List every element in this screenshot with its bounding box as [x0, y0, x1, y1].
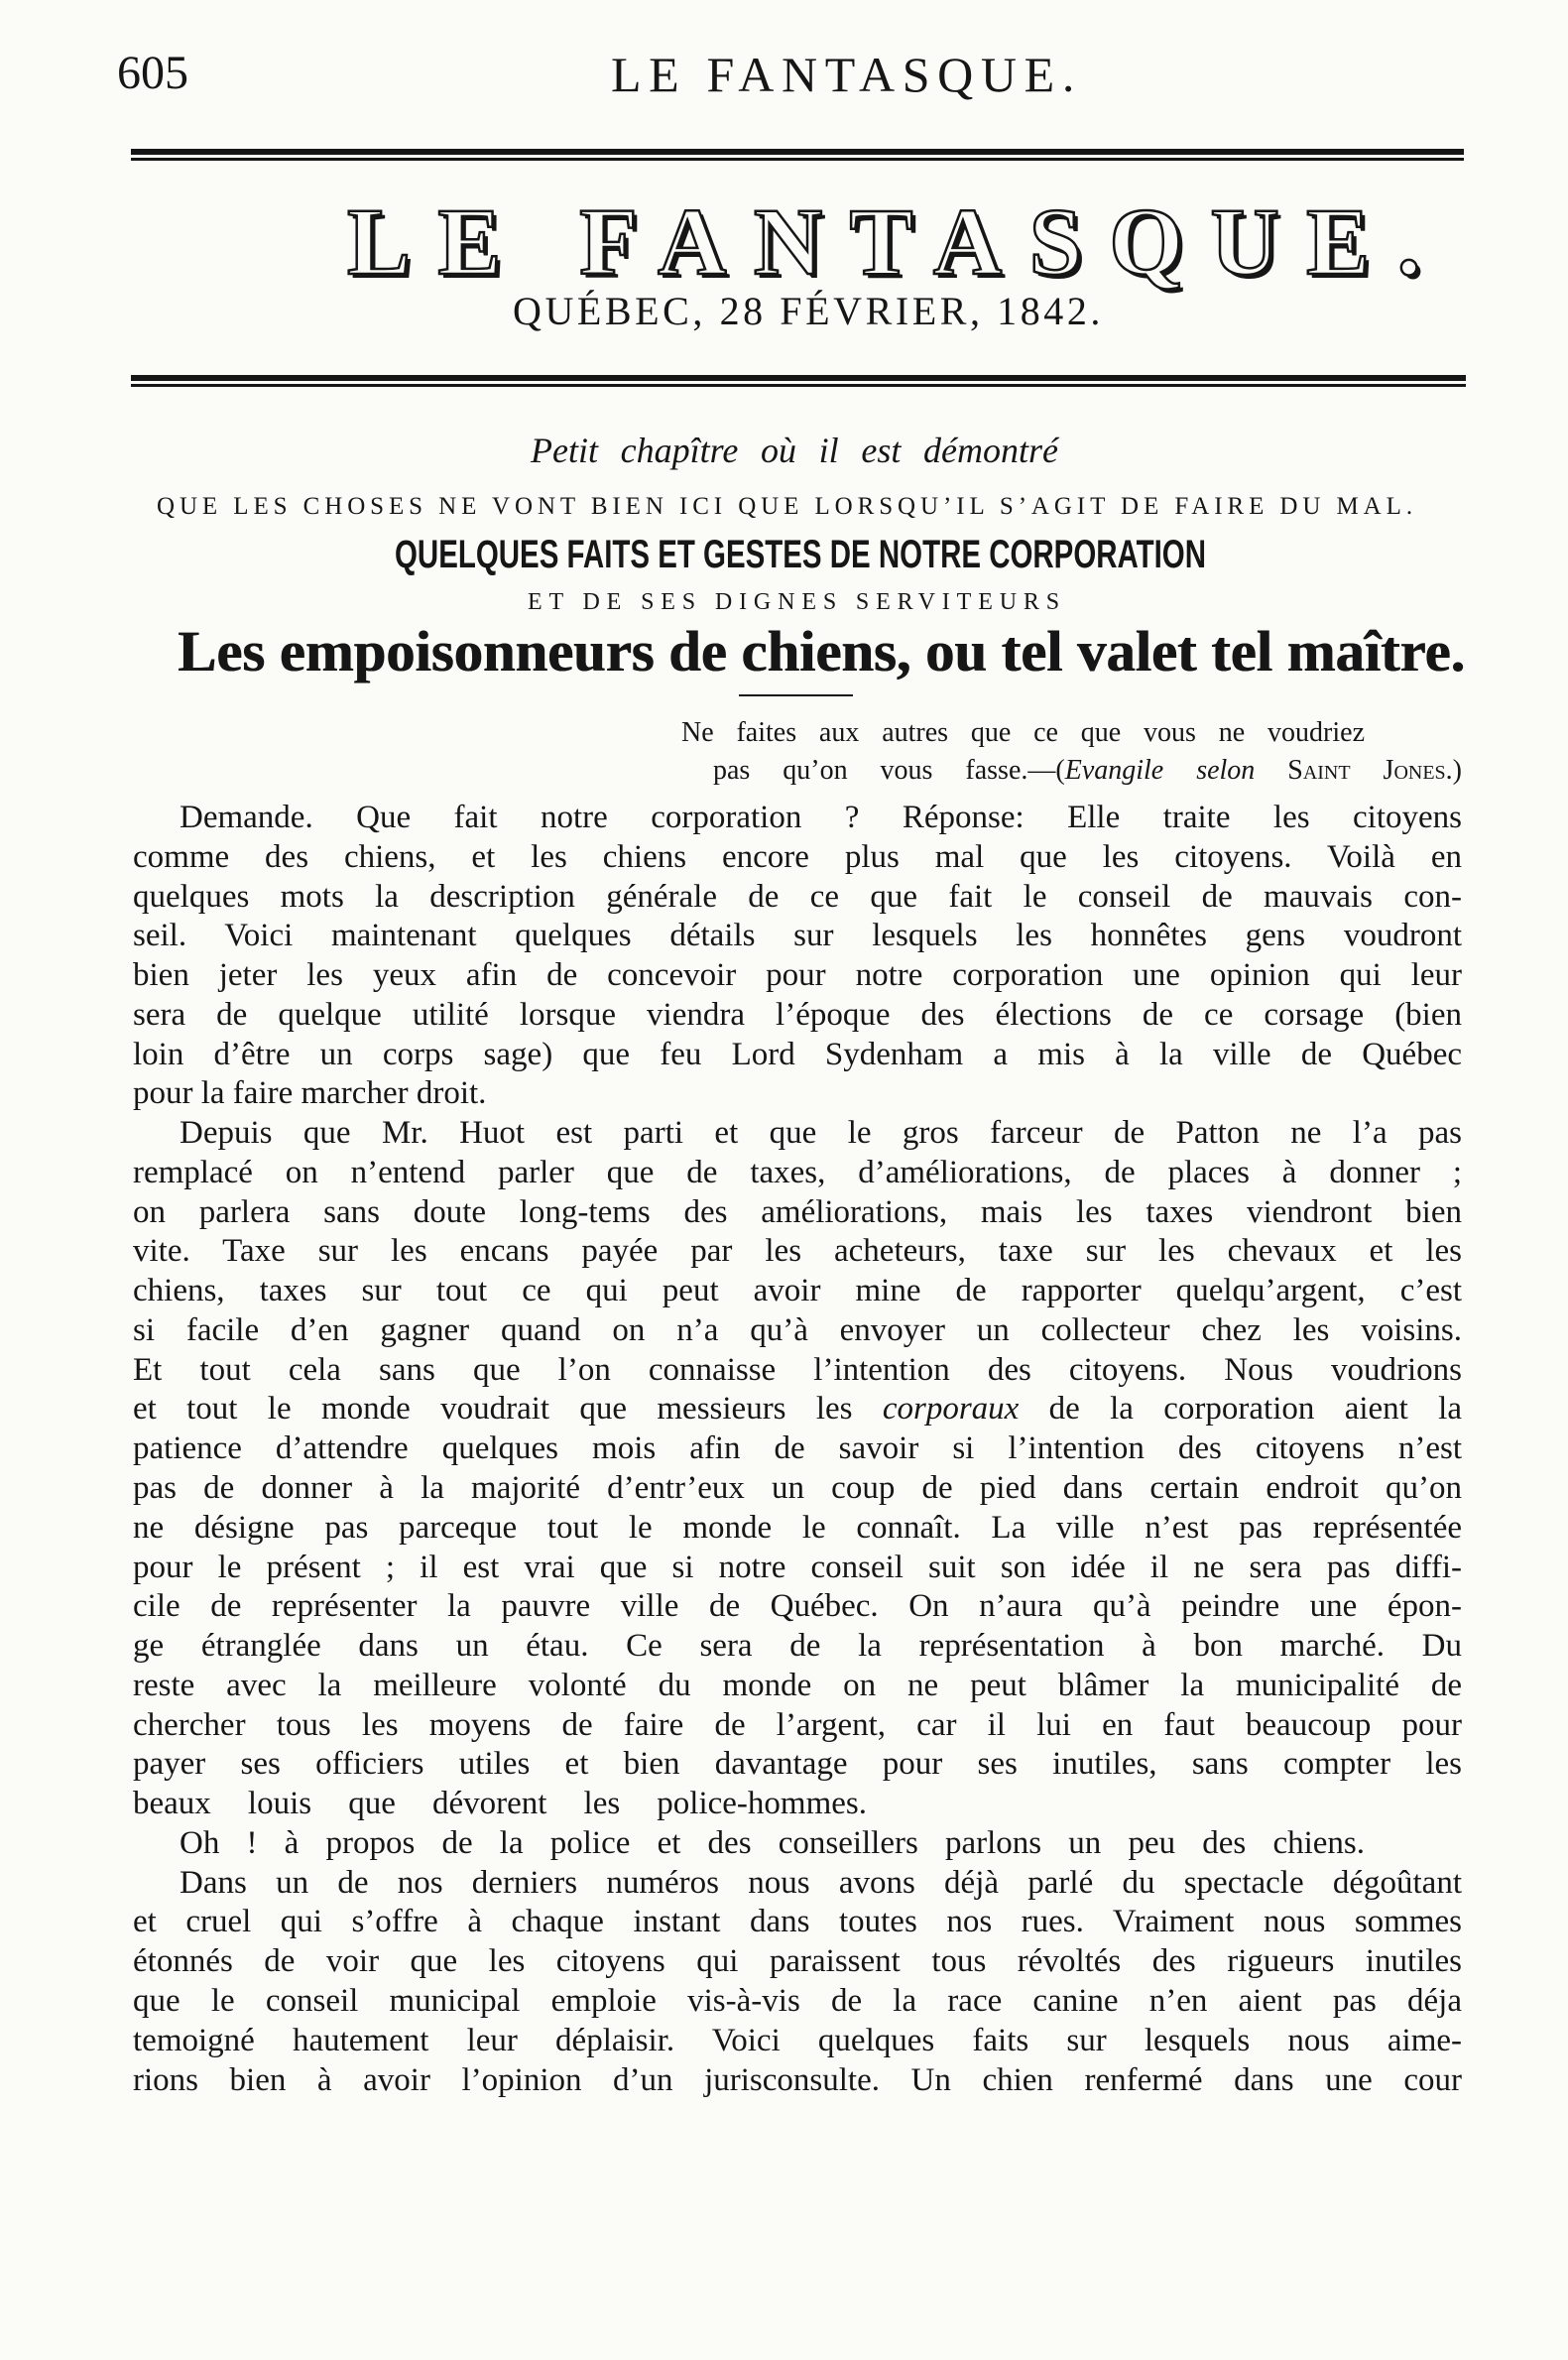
- page-number: 605: [117, 47, 188, 99]
- body-line: patience d’attendre quelques mois afin de savoir si l’intention des citoyens n’est: [133, 1430, 1462, 1467]
- paragraph: [133, 1864, 1462, 2101]
- article-headline: Les empoisonneurs de chiens, ou tel valet tel maître.: [178, 619, 1465, 683]
- body-line: rions bien à avoir l’opinion d’un jurisconsulte. Un chien renfermé dans une cour: [133, 2061, 1462, 2098]
- body-line: [133, 1390, 1462, 1429]
- body-line: Et tout cela sans que l’on connaisse l’intention des citoyens. Nous voudrions: [133, 1351, 1462, 1388]
- body-line: chercher tous les moyens de faire de l’argent, car il lui en faut beaucoup pour: [133, 1706, 1462, 1743]
- body-line: Demande. Que fait notre corporation ? Réponse: Elle traite les citoyens: [180, 800, 1462, 835]
- body-line: et cruel qui s’offre à chaque instant dans toutes nos rues. Vraiment nous sommes: [133, 1904, 1462, 1940]
- epigraph-text: pas qu’on vous fasse.—(: [713, 755, 1065, 786]
- body-line: pas de donner à la majorité d’entr’eux un coup de pied dans certain endroit qu’on: [133, 1470, 1462, 1507]
- italic-word: corporaux: [882, 1391, 1020, 1428]
- article-kicker: Petit chapître où il est démontré: [531, 431, 1058, 470]
- body-line: reste avec la meilleure volonté du monde on ne peut blâmer la municipalité de: [133, 1667, 1462, 1703]
- double-rule: [131, 149, 1464, 161]
- body-line: que le conseil municipal emploie vis-à-vis de la race canine n’en aient pas déja: [133, 1982, 1462, 2019]
- body-line: cile de représenter la pauvre ville de Québec. On n’aura qu’à peindre une épon-: [133, 1588, 1462, 1625]
- body-text: de la corporation aient la: [1019, 1391, 1462, 1428]
- body-line: Dans un de nos derniers numéros nous avons déjà parlé du spectacle dégoûtant: [180, 1864, 1462, 1901]
- body-text: et tout le monde voudrait que messieurs les: [133, 1391, 883, 1428]
- epigraph-source-author: Saint Jones: [1255, 755, 1446, 786]
- dateline: QUÉBEC, 28 FÉVRIER, 1842.: [513, 289, 1104, 333]
- body-line: remplacé on n’entend parler que de taxes, d’améliorations, de places à donner ;: [133, 1154, 1462, 1190]
- body-line: comme des chiens, et les chiens encore plus mal que les citoyens. Voilà en: [133, 838, 1462, 875]
- body-line: loin d’être un corps sage) que feu Lord Sydenham a mis à la ville de Québec: [133, 1036, 1462, 1072]
- paragraph: [133, 799, 1462, 1114]
- body-line: vite. Taxe sur les encans payée par les acheteurs, taxe sur les chevaux et les: [133, 1233, 1462, 1270]
- body-line: seil. Voici maintenant quelques détails sur lesquels les honnêtes gens voudront: [133, 918, 1462, 954]
- body-line: chiens, taxes sur tout ce qui peut avoir mine de rapporter quelqu’argent, c’est: [133, 1273, 1462, 1309]
- paragraph: [133, 1114, 1462, 1824]
- body-line: on parlera sans doute long-tems des améliorations, mais les taxes viendront bien: [133, 1193, 1462, 1230]
- body-line: beaux louis que dévorent les police-hommes.: [133, 1786, 867, 1822]
- body-line: étonnés de voir que les citoyens qui paraissent tous révoltés des rigueurs inutiles: [133, 1943, 1462, 1980]
- body-line: ge étranglée dans un étau. Ce sera de la représentation à bon marché. Du: [133, 1628, 1462, 1665]
- body-line: si facile d’en gagner quand on n’a qu’à envoyer un collecteur chez les voisins.: [133, 1311, 1462, 1348]
- article-subhead: QUE LES CHOSES NE VONT BIEN ICI QUE LORSQU’IL S’AGIT DE FAIRE DU MAL.: [157, 493, 1417, 520]
- paragraph: [133, 1824, 1462, 1864]
- body-line: quelques mots la description générale de ce que fait le conseil de mauvais con-: [133, 878, 1462, 915]
- body-line: bien jeter les yeux afin de concevoir pour notre corporation une opinion qui leur: [133, 957, 1462, 994]
- article-body: [133, 799, 1462, 2100]
- epigraph-source-title: Evangile selon: [1064, 755, 1256, 786]
- body-line: Depuis que Mr. Huot est parti et que le gros farceur de Patton ne l’a pas: [180, 1115, 1462, 1152]
- article-subhead: ET DE SES DIGNES SERVITEURS: [528, 589, 1066, 615]
- article-subhead: QUELQUES FAITS ET GESTES DE NOTRE CORPORATION: [395, 533, 1206, 576]
- short-rule: [739, 694, 853, 696]
- body-line: pour le présent ; il est vrai que si notre conseil suit son idée il ne sera pas diffi-: [133, 1549, 1462, 1585]
- body-line: sera de quelque utilité lorsque viendra l’époque des élections de ce corsage (bien: [133, 996, 1462, 1033]
- body-line: temoigné hautement leur déplaisir. Voici quelques faits sur lesquels nous aime-: [133, 2022, 1462, 2058]
- body-line: Oh ! à propos de la police et des conseillers parlons un peu des chiens.: [180, 1824, 1365, 1861]
- epigraph-line: Ne faites aux autres que ce que vous ne voudriez: [681, 717, 1365, 748]
- double-rule: [131, 375, 1466, 387]
- body-line: ne désigne pas parceque tout le monde le connaît. La ville n’est pas représentée: [133, 1509, 1462, 1546]
- body-line: pour la faire marcher droit.: [133, 1075, 487, 1112]
- epigraph-close: .): [1445, 755, 1462, 786]
- body-line: payer ses officiers utiles et bien davantage pour ses inutiles, sans compter les: [133, 1746, 1462, 1783]
- epigraph-line: [713, 757, 1462, 785]
- running-title: LE FANTASQUE.: [611, 47, 1082, 102]
- masthead-title: LE FANTASQUE.: [347, 188, 1448, 295]
